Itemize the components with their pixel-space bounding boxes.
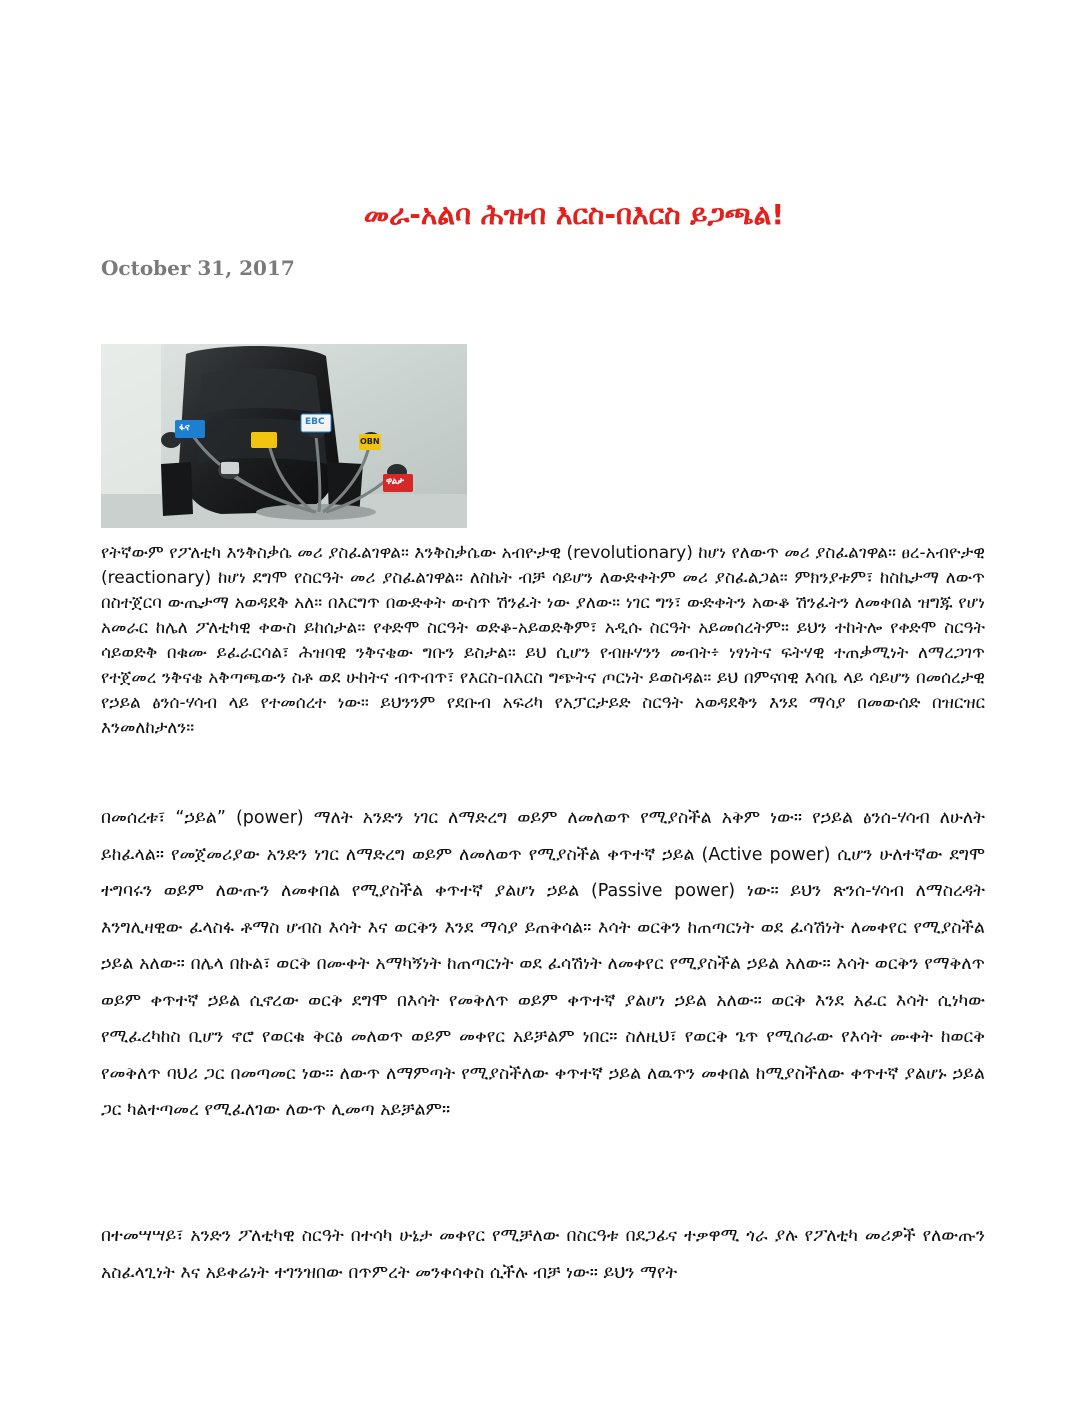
mic-label-walta: ዋልታ	[386, 477, 405, 487]
mic-label-fana: ፋና	[179, 423, 190, 433]
paragraph-3: በተመሣሣይ፣ አንድን ፖለቲካዊ ስርዓት በተሳካ ሁኔታ መቀየር የሚቻለው በስርዓቱ በደጋፊና ተቃዋሚ ጎራ ያሉ የፖለቲካ መሪዎች የለውጡን አስፈላጊነት እና አይቀሬነት ተገንዝበው በጥምረት መንቀሳቀስ ሲችሉ ብቻ ነው። ይህን ማየት	[101, 1226, 985, 1283]
page-title: መራ-አልባ ሕዝብ እርስ-በእርስ ይጋጫል!	[363, 198, 785, 231]
mic-label-obn: OBN	[360, 437, 380, 446]
paragraph-1: የትኛውም የፖለቲካ እንቅስቃሴ መሪ ያስፈልገዋል። እንቅስቃሴው አብዮታዊ (revolutionary) ከሆነ የለውጥ መሪ ያስፈልገዋል። ፀረ-አብዮታዊ (reactionary) ከሆነ ደግሞ የስርዓት መሪ ያስፈልገዋል። ለስኬት ብቻ ሳይሆን ለውድቀትም መሪ ያስፈልጋል። ምክንያቱም፣ ከስኬታማ ለውጥ በስተጀርባ ውጤታማ አወዳደቅ አለ። በእርግጥ በውድቀት ውስጥ ሽንፈት ነው ያለው። ነገር ግን፣ ውድቀትን አውቆ ሽንፈትን ለመቀበል ዝግጁ የሆነ አመራር ከሌለ ፖለቲካዊ ቀውስ ይከሰታል። የቀድሞ ስርዓት ወድቆ-አይወድቅም፣ አዲሱ ስርዓት አይመሰረትም። ይህን ተከትሎ የቀድሞ ስርዓት ሳይወድቅ በቁሙ ይፈራርሳል፣ ሕዝባዊ ንቅናቄው ግቡን ይስታል። ይህ ሲሆን የብዙሃንን መብት፥ ነፃነትና ፍትሃዊ ተጠቃሚነት ለማረጋገጥ የተጀመረ ንቅናቄ አቅጣጫውን ስቶ ወደ ሁከትና ብጥብጥ፣ የእርስ-በእርስ ግጭትና ጦርነት ይወስዳል። ይህ በምናባዊ እሳቤ ላይ ሳይሆን በመሰረታዊ የኃይል ፅንሰ-ሃሳብ ላይ የተመሰረተ ነው። ይህንንም የደቡብ አፍሪካ የአፓርታይድ ስርዓት አወዳደቅን እንደ ማሳያ በመውሰድ በዝርዝር እንመለከታለን።	[101, 543, 985, 738]
article-photo	[101, 344, 467, 528]
mic-label-ebc: EBC	[305, 417, 325, 427]
publish-date: October 31, 2017	[101, 256, 295, 280]
paragraph-2: በመሰረቱ፣ “ኃይል” (power) ማለት አንድን ነገር ለማድረግ ወይም ለመለወጥ የሚያስችል አቅም ነው። የኃይል ፅንሰ-ሃሳብ ለሁለት ይከፈላል። የመጀመሪያው አንድን ነገር ለማድረግ ወይም ለመለወጥ የሚያስችል ቀጥተኛ ኃይል (Active power) ሲሆን ሁለተኛው ደግሞ ተግባሩን ወይም ለውጡን ለመቀበል የሚያስችል ቀጥተኛ ያልሆነ ኃይል (Passive power) ነው። ይህን ጽንሰ-ሃሳብ ለማስረዳት እንግሊዛዊው ፈላስፋ ቶማስ ሆብስ እሳት እና ወርቅን እንደ ማሳያ ይጠቅሳል። እሳት ወርቅን ከጠጣርነት ወደ ፈሳሽነት ለመቀየር የሚያስችል ኃይል አለው። በሌላ በኩል፣ ወርቅ በሙቀት አማካኝነት ከጠጣርነት ወደ ፈሳሽነት ለመቀየር የሚያስችል ኃይል አለው። እሳት ወርቅን የማቅለጥ ወይም ቀጥተኛ ኃይል ሲኖረው ወርቅ ደግሞ በእሳት የመቅለጥ ወይም ቀጥተኛ ያልሆነ ኃይል አለው። ወርቅ እንደ አፈር እሳት ሲነካው የሚፈረካከስ ቢሆን ኖሮ የወርቁ ቅርፅ መለወጥ ወይም መቀየር አይቻልም ነበር። ስለዚህ፣ የወርቅ ጌጥ የሚሰራው የእሳት ሙቀት ከወርቅ የመቅለጥ ባህሪ ጋር በመጣመር ነው። ለውጥ ለማምጣት የሚያስችለው ቀጥተኛ ኃይል ለዉጥን መቀበል ከሚያስችለው ቀጥተኛ ያልሆኑ ኃይል ጋር ካልተጣመረ የሚፈለገው ለውጥ ሊመጣ አይቻልም።	[101, 808, 985, 1120]
